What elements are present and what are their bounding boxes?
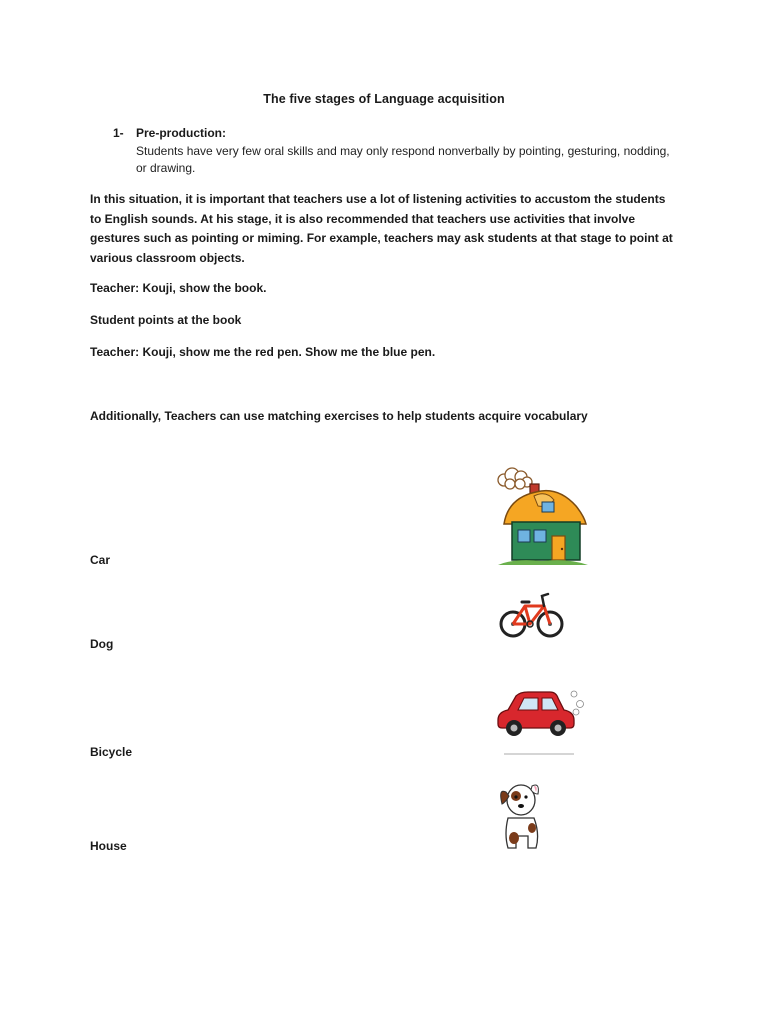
word-house: House [90,839,127,853]
dialogue-line-2: Student points at the book [90,313,242,327]
stage-description: Students have very few oral skills and may only respond nonverbally by pointing, gesturing, nodding, or drawing. [136,144,670,175]
dialogue-line-3: Teacher: Kouji, show me the red pen. Show me the blue pen. [90,345,436,359]
dialogue-line-1: Teacher: Kouji, show the book. [90,281,267,295]
dog-picture [494,778,550,852]
document-title: The five stages of Language acquisition [263,92,505,106]
word-dog: Dog [90,637,114,651]
word-bicycle: Bicycle [90,745,133,759]
word-car: Car [90,553,111,567]
matching-intro: Additionally, Teachers can use matching exercises to help students acquire vocabulary [90,409,588,423]
stage-heading: Pre-production: [136,126,226,140]
body-paragraph: In this situation, it is important that teachers use a lot of listening activities to accustom the students to English sounds. At his stage, it is also recommended that teachers use activities that involve gestures such as pointing or miming. For example, teachers may ask students at that stage to point at various classroom objects. [90,192,673,265]
car-picture [494,682,586,760]
house-picture [494,466,590,568]
stage-number: 1- [113,126,124,140]
bicycle-picture [498,586,566,646]
